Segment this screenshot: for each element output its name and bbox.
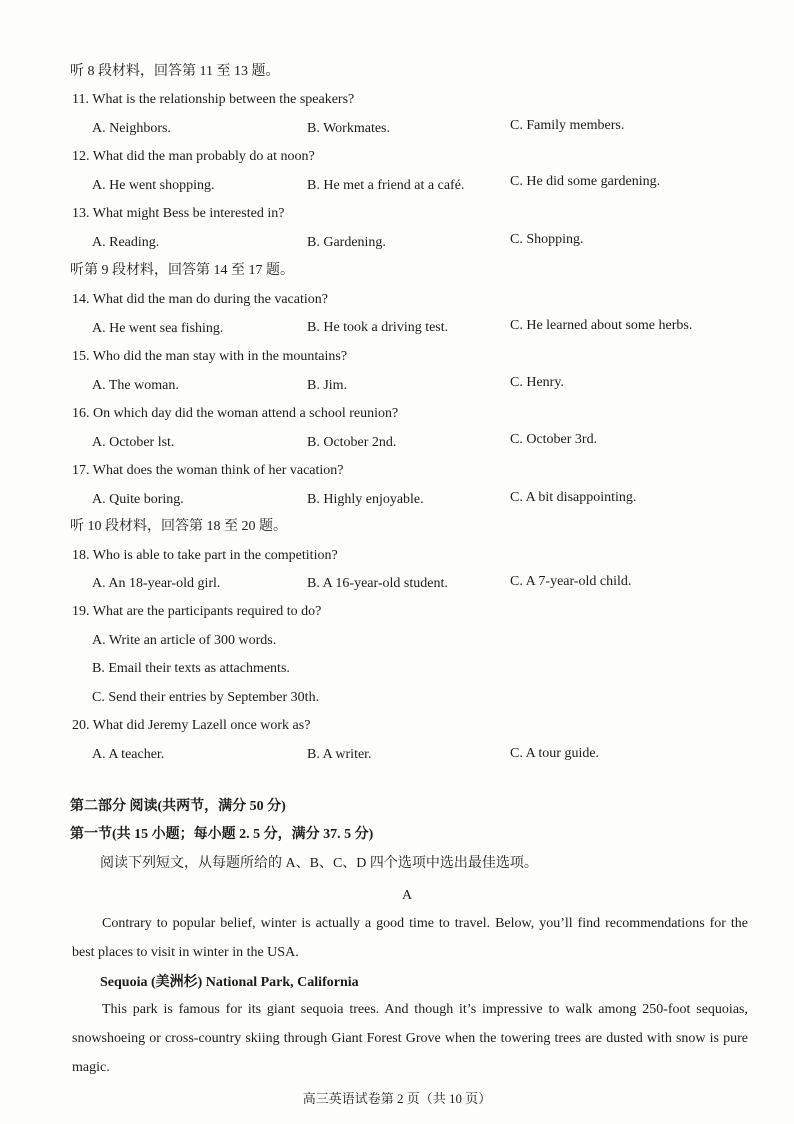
question-18: 18. Who is able to take part in the competition? [72, 548, 338, 563]
option-a: A. A teacher. [92, 747, 165, 762]
option-b: B. He took a driving test. [307, 320, 449, 335]
question-20: 20. What did Jeremy Lazell once work as? [72, 718, 311, 733]
option-b: B. October 2nd. [307, 435, 397, 450]
section-heading: 听 8 段材料，回答第 11 至 13 题。 [70, 64, 280, 79]
option-a: A. Write an article of 300 words. [92, 633, 277, 648]
question-15: 15. Who did the man stay with in the mountains? [72, 349, 348, 364]
section-title: 第一节(共 15 小题；每小题 2. 5 分，满分 37. 5 分) [70, 827, 374, 842]
paragraph: This park is famous for its giant sequoia trees. And though it’s impressive to walk among 250-foot sequoias, snowshoeing or cross-country skiing through Giant Forest Grove when the towering trees are dusted with snow is pure magic. [72, 1002, 748, 1075]
instruction: 阅读下列短文，从每题所给的 A、B、C、D 四个选项中选出最佳选项。 [100, 856, 538, 871]
option-c: C. Family members. [510, 118, 625, 133]
option-c: C. A tour guide. [510, 746, 600, 761]
paragraph: Contrary to popular belief, winter is actually a good time to travel. Below, you’ll find recommendations for the best places to visit in winter in the USA. [72, 916, 748, 960]
passage-label: A [401, 888, 413, 903]
option-a: A. He went shopping. [92, 178, 215, 193]
option-c: C. A bit disappointing. [510, 490, 637, 505]
option-b: B. A writer. [307, 747, 372, 762]
option-b: B. Gardening. [307, 235, 386, 250]
option-b: B. Highly enjoyable. [307, 492, 424, 507]
option-c: C. October 3rd. [510, 432, 598, 447]
option-b: B. A 16-year-old student. [307, 576, 448, 591]
section-heading: 听第 9 段材料，回答第 14 至 17 题。 [70, 263, 294, 278]
option-a: A. He went sea fishing. [92, 321, 224, 336]
option-a: A. Neighbors. [92, 121, 171, 136]
part-title: 第二部分 阅读(共两节，满分 50 分) [70, 799, 286, 814]
option-c: C. Send their entries by September 30th. [92, 690, 320, 705]
option-c: C. Shopping. [510, 232, 584, 247]
question-19: 19. What are the participants required to do? [72, 604, 322, 619]
option-b: B. He met a friend at a café. [307, 178, 465, 193]
option-a: A. Quite boring. [92, 492, 184, 507]
passage-heading: Sequoia (美洲杉) National Park, California [100, 975, 359, 990]
option-a: A. The woman. [92, 378, 179, 393]
question-13: 13. What might Bess be interested in? [72, 206, 285, 221]
question-14: 14. What did the man do during the vacation? [72, 292, 328, 307]
option-b: B. Jim. [307, 378, 348, 393]
option-c: C. Henry. [510, 375, 564, 390]
page-footer: 高三英语试卷第 2 页（共 10 页） [302, 1091, 492, 1106]
option-b: B. Email their texts as attachments. [92, 661, 290, 676]
question-11: 11. What is the relationship between the speakers? [72, 92, 355, 107]
question-12: 12. What did the man probably do at noon? [72, 149, 315, 164]
question-17: 17. What does the woman think of her vacation? [72, 463, 344, 478]
option-b: B. Workmates. [307, 121, 390, 136]
section-heading: 听 10 段材料，回答第 18 至 20 题。 [70, 519, 287, 534]
option-a: A. Reading. [92, 235, 160, 250]
option-c: C. He learned about some herbs. [510, 318, 693, 333]
option-c: C. He did some gardening. [510, 174, 661, 189]
option-c: C. A 7-year-old child. [510, 574, 632, 589]
option-a: A. October lst. [92, 435, 175, 450]
option-a: A. An 18-year-old girl. [92, 576, 221, 591]
question-16: 16. On which day did the woman attend a school reunion? [72, 406, 399, 421]
